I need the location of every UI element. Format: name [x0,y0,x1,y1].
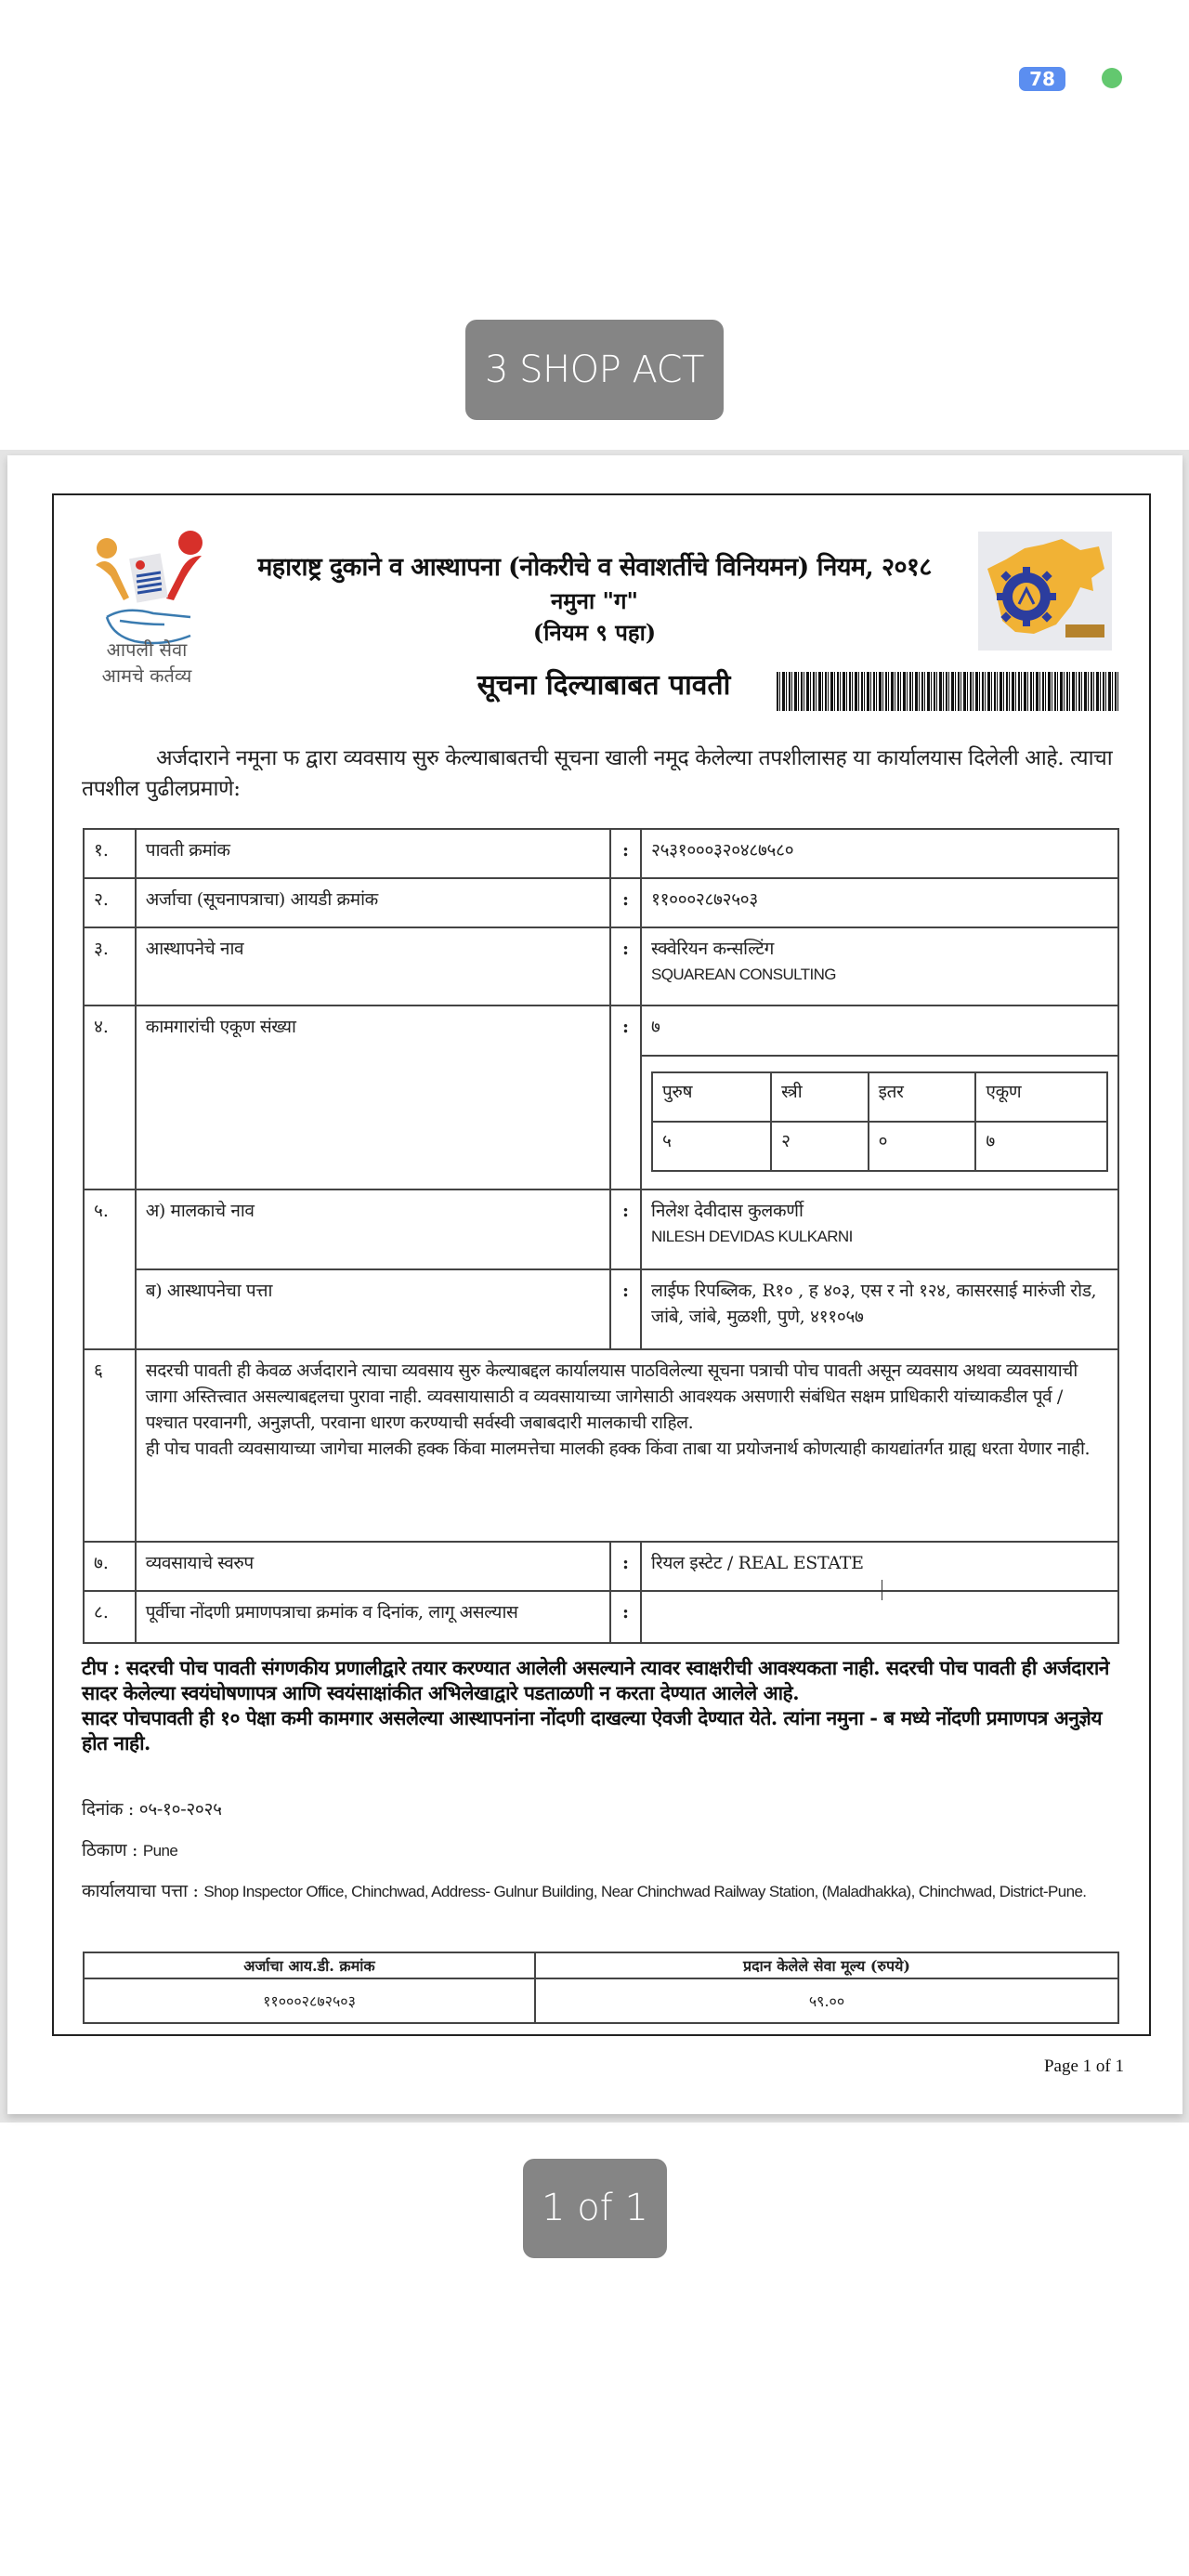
colon: : [610,829,641,878]
workers-header-total: एकूण [975,1072,1107,1122]
note-text-2: सादर पोचपावती ही १० पेक्षा कमी कामगार असलेल्या आस्थापनांना नोंदणी दाखल्या ऐवजी देण्यात येते. त्यांना नमुना - ब मध्ये नोंदणी प्रमाणपत्र अनुज्ञेय होत नाही. [82,1706,1103,1755]
table-row [84,1005,1118,1189]
table-row [84,1349,1118,1542]
workers-header-male: पुरुष [652,1072,771,1122]
row-number: २. [84,878,136,927]
table-row [84,1542,1118,1591]
date-value: ०५-१०-२०२५ [138,1799,222,1820]
owner-name-mr: निलेश देवीदास कुलकर्णी [651,1201,804,1221]
owner-name-en: NILESH DEVIDAS KULKARNI [651,1228,853,1245]
certificate-header-form: नमुना "ग" [550,587,639,614]
row-label: पावती क्रमांक [136,829,610,878]
workers-female: २ [771,1122,868,1171]
row-label: पूर्वीचा नोंदणी प्रमाणपत्राचा क्रमांक व दिनांक, लागू असल्यास [136,1591,610,1643]
table-row [84,1952,1118,1978]
establishment-name-mr: स्क्वेरियन कन्सल्टिंग [651,939,775,959]
previous-registration [641,1591,1118,1643]
issue-place [82,1838,177,1863]
office-address [82,1879,1122,1904]
office-value: Shop Inspector Office, Chinchwad, Address- Gulnur Building, Near Chinchwad Railway Station, (Maladhakka), Chinchwad, District-Pune. [203,1883,1087,1900]
establishment-name [641,927,1118,1005]
place-label: ठिकाण : [82,1840,138,1860]
issue-date [82,1797,222,1821]
workers-header-other: इतर [869,1072,976,1122]
logo-caption [82,637,212,689]
fee-header-service-charge: प्रदान केलेले सेवा मूल्य (रुपये) [535,1952,1118,1978]
disclaimer-cell [136,1349,1118,1542]
establishment-name-en: SQUAREAN CONSULTING [651,966,836,983]
intro-paragraph: अर्जदाराने नमूना फ द्वारा व्यवसाय सुरु केल्याबाबतची सूचना खाली नमूद केलेल्या तपशीलासह या कार्यालयास दिलेली आहे. त्याचा तपशील पुढीलप्रमाणे: [82,746,1113,801]
colon: : [610,927,641,1005]
note-text-1: टीप : सदरची पोच पावती संगणकीय प्रणालीद्वारे तयार करण्यात आलेली असल्याने त्यावर स्वाक्षरीची आवश्यकता नाही. सदरची पोच पावती ही अर्जदाराने सादर केलेल्या स्वयंघोषणापत्र आणि स्वयंसाक्षांकीत अभिलेखाद्वारे पडताळणी न करता देण्यात आलेले आहे. [82,1656,1109,1704]
details-table [83,828,1119,1644]
notification-count-badge: 78 [1019,67,1065,91]
table-row [84,1269,1118,1349]
application-id: ११०००२८७२५०३ [641,878,1118,927]
table-row [84,927,1118,1005]
certificate-header-rule: (नियम ९ पहा) [532,619,657,646]
row-label: आस्थापनेचे नाव [136,927,610,1005]
workers-breakdown-table [651,1071,1108,1172]
disclaimer-text-2: ही पोच पावती व्यवसायाच्या जागेचा मालकी हक्क किंवा मालमत्तेचा मालकी हक्क किंवा ताबा या प्रयोजनार्थ कोणत्याही कायद्यांतर्गत ग्राह्य धरता येणार नाही. [145,1439,1091,1459]
colon: : [610,1269,641,1349]
table-row [84,1591,1118,1643]
row-number: ६ [84,1349,136,1542]
establishment-address: लाईफ रिपब्लिक, R१० , ह ४०३, एस र नो १२४, कासरसाई मारुंजी रोड, जांबे, जांबे, मुळशी, पुणे, ४११०५७ [641,1269,1118,1349]
workers-total: ७ [975,1122,1107,1171]
row-number: ५. [84,1189,136,1349]
fee-table [83,1952,1119,2024]
table-row [652,1122,1107,1171]
logo-caption-line1: आपली सेवा [106,638,188,661]
certificate-header-act: महाराष्ट्र दुकाने व आस्थापना (नोकरीचे व सेवाशर्तीचे विनियमन) नियम, २०१८ [257,553,932,582]
row-label: व्यवसायाचे स्वरुप [136,1542,610,1591]
row-number: ३. [84,927,136,1005]
row-label: अ) मालकाचे नाव [136,1189,610,1269]
barcode-icon [777,672,1120,711]
colon: : [610,1005,641,1189]
online-status-dot [1102,68,1122,88]
total-workers [641,1005,1118,1189]
workers-other: ० [869,1122,976,1171]
row-label: ब) आस्थापनेचा पत्ता [136,1269,610,1349]
total-workers-value: ७ [642,1006,1117,1057]
workers-header-female: स्त्री [771,1072,868,1122]
colon: : [610,1591,641,1643]
table-row [652,1072,1107,1122]
row-number: १. [84,829,136,878]
document-title: 3 SHOP ACT [465,320,724,420]
receipt-number: २५३१०००३२०४८७५८० [641,829,1118,878]
note-block [82,1655,1122,1755]
row-number: ७. [84,1542,136,1591]
business-nature: रियल इस्टेट / REAL ESTATE [641,1542,1118,1591]
fee-amount: ५९.०० [535,1978,1118,2023]
row-label: कामगारांची एकूण संख्या [136,1005,610,1189]
colon: : [610,878,641,927]
colon: : [610,1542,641,1591]
table-row [84,1978,1118,2023]
page-indicator: 1 of 1 [523,2159,667,2258]
workers-male: ५ [652,1122,771,1171]
page-footer: Page 1 of 1 [1043,2057,1124,2076]
table-row [84,829,1118,878]
receipt-title: सूचना दिल्याबाबत पावती [477,669,731,702]
row-label: अर्जाचा (सूचनापत्राचा) आयडी क्रमांक [136,878,610,927]
date-label: दिनांक : [82,1799,135,1820]
table-row [84,1189,1118,1269]
office-label: कार्यालयाचा पत्ता : [82,1881,199,1901]
maharashtra-labour-dept-logo-icon [978,532,1112,651]
fee-header-application-id: अर्जाचा आय.डी. क्रमांक [84,1952,535,1978]
row-number: ८. [84,1591,136,1643]
disclaimer-text-1: सदरची पावती ही केवळ अर्जदाराने त्याचा व्यवसाय सुरु केल्याबद्दल कार्यालयास पाठविलेल्या सूचना पत्राची पोच पावती असून व्यवसाय अथवा व्यवसायाची जागा अस्तित्त्वात असल्याबद्दलचा पुरावा नाही. व्यवसायासाठी व व्यवसायाच्या जागेसाठी आवश्यक असणारी संबंधित सक्षम प्राधिकारी यांच्याकडील पूर्व / पश्चात परवानगी, अनुज्ञप्ती, परवाना धारण करण्याची सर्वस्वी जबाबदारी मालकाची राहिल. [145,1360,1078,1433]
fee-application-id: ११०००२८७२५०३ [84,1978,535,2023]
colon: : [610,1189,641,1269]
place-value: Pune [142,1842,178,1860]
logo-caption-line2: आमचे कर्तव्य [101,664,192,687]
table-row [84,878,1118,927]
owner-name [641,1189,1118,1269]
row-number: ४. [84,1005,136,1189]
